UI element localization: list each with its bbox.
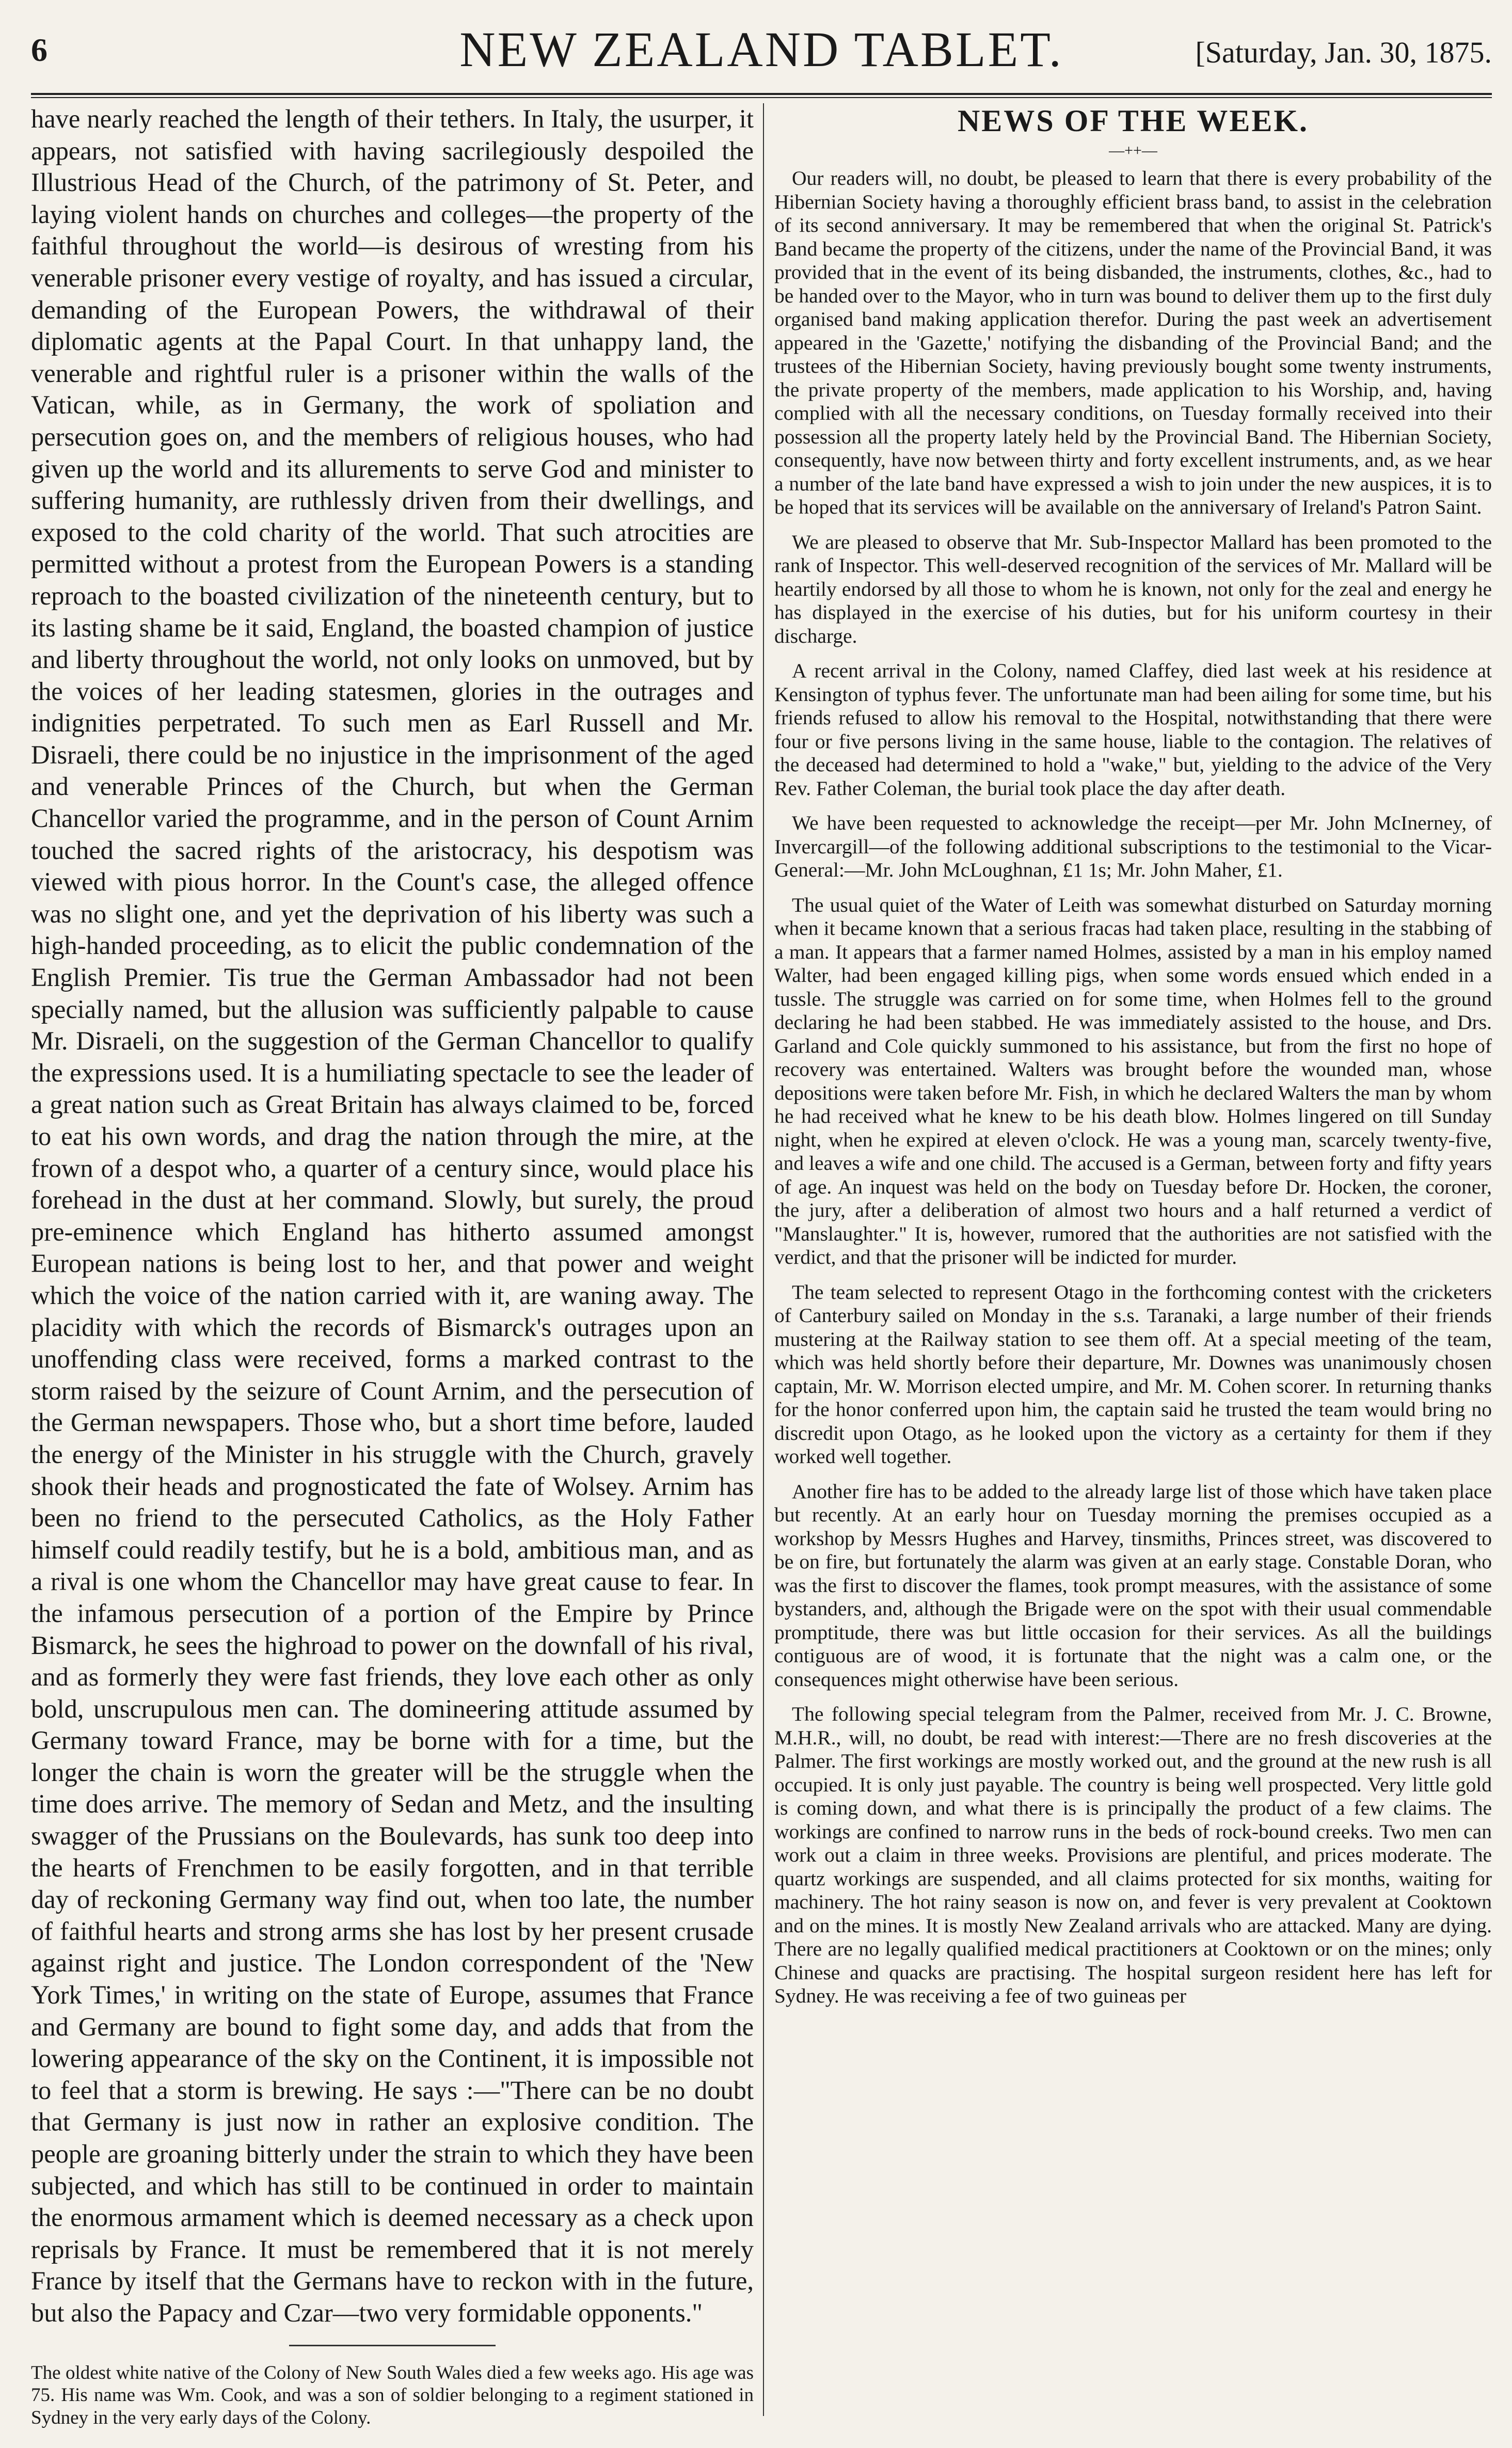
news-item: We are pleased to observe that Mr. Sub-Inspector Mallard has been promoted to the rank of Inspector. This well-deserved recognition of the services of Mr. Mallard will be heartily endorsed by all those to whom he is known, not only for the zeal and energy he has displayed in the exercise of his duties, but for his uniform courtesy in their discharge.: [774, 530, 1492, 647]
heading-ornament: —++—: [1109, 142, 1157, 159]
issue-date: [Saturday, Jan. 30, 1875.: [1195, 36, 1492, 69]
right-column: [774, 103, 1492, 2020]
news-item: A recent arrival in the Colony, named Claffey, died last week at his residence at Kensington of typhus fever. The unfortunate man had been ailing for some time, but his friends refused to allow his removal to the Hospital, notwithstanding that there were four or five persons living in the same house, liable to the contagion. The relatives of the deceased had determined to hold a "wake," but, yielding to the advice of the Very Rev. Father Coleman, the burial took place the day after death.: [774, 659, 1492, 800]
left-column: [31, 103, 754, 2448]
masthead: [31, 10, 1492, 88]
header-rule-thin: [31, 97, 1492, 98]
news-item: Another fire has to be added to the already large list of those which have taken place but recently. At an early hour on Tuesday morning the premises occupied as a workshop by Messrs Hughes and Harvey, tinsmiths, Princes street, was discovered to be on fire, but fortunately the alarm was given at an early stage. Constable Doran, who was the first to discover the flames, took prompt measures, with the assistance of some bystanders, and, although the Brigade were on the spot with their usual commendable promptitude, there was but little occasion for their services. As all the buildings contiguous are of wood, it is fortunate that the night was a calm one, or the consequences might otherwise have been serious.: [774, 1480, 1492, 1691]
news-item: The team selected to represent Otago in the forthcoming contest with the cricketers of Canterbury sailed on Monday in the s.s. Taranaki, a large number of their friends mustering at the Railway station to see them off. At a special meeting of the team, which was held shortly before their departure, Mr. Downes was unanimously chosen captain, Mr. W. Morrison elected umpire, and Mr. M. Cohen scorer. In returning thanks for the honor conferred upon him, the captain said he trusted the team would bring no discredit upon Otago, as he looked upon the victory as a certainty for them if they worked well together.: [774, 1280, 1492, 1468]
editorial-article: have nearly reached the length of their tethers. In Italy, the usurper, it appears, not satisfied with having sacrilegiously despoiled the Illustrious Head of the Church, of the patrimony of St. Peter, and laying violent hands on churches and colleges—the property of the faithful throughout the world—is desirous of wresting from his venerable prisoner every vestige of royalty, and has issued a circular, demanding of the European Powers, the withdrawal of their diplomatic agents at the Papal Court. In that unhappy land, the venerable and rightful ruler is a prisoner within the walls of the Vatican, while, as in Germany, the work of spoliation and persecution goes on, and the members of religious houses, who had given up the world and its allurements to serve God and minister to suffering humanity, are ruthlessly driven from their dwellings, and exposed to the cold charity of the world. That such atrocities are permitted without a protest from the European Powers is a standing reproach to the boasted civilization of the nineteenth century, but to its lasting shame be it said, England, the boasted champion of justice and liberty throughout the world, not only looks on unmoved, but by the voices of her leading statesmen, glories in the outrages and indignities perpetrated. To such men as Earl Russell and Mr. Disraeli, there could be no injustice in the imprisonment of the aged and venerable Princes of the Church, but when the German Chancellor varied the programme, and in the person of Count Arnim touched the sacred rights of the aristocracy, his despotism was viewed with pious horror. In the Count's case, the alleged offence was no slight one, and yet the deprivation of his liberty was such a high-handed proceeding, as to elicit the public condemnation of the English Premier. Tis true the German Ambassador had not been specially named, but the allusion was sufficiently palpable to cause Mr. Disraeli, on the suggestion of the German Chancellor to qualify the expressions used. It is a humiliating spectacle to see the leader of a great nation such as Great Britain has always claimed to be, forced to eat his own words, and drag the nation through the mire, at the frown of a despot who, a quarter of a century since, would place his forehead in the dust at her command. Slowly, but surely, the proud pre-eminence which England has hitherto assumed amongst European nations is being lost to her, and that power and weight which the voice of the nation carried with it, are waning away. The placidity with which the records of Bismarck's outrages upon an unoffending class were received, forms a marked contrast to the storm raised by the seizure of Count Arnim, and the persecution of the German newspapers. Those who, but a short time before, lauded the energy of the Minister in his struggle with the Church, gravely shook their heads and prognosticated the fate of Wolsey. Arnim has been no friend to the persecuted Catholics, as the Holy Father himself could readily testify, but he is a bold, ambitious man, and as a rival is one whom the Chancellor may have great cause to fear. In the infamous persecution of a portion of the Empire by Prince Bismarck, he sees the highroad to power on the downfall of his rival, and as formerly they were fast friends, they love each other as only bold, unscrupulous men can. The domineering attitude assumed by Germany toward France, may be borne with for a time, but the longer the chain is worn the greater will be the struggle when the time does arrive. The memory of Sedan and Metz, and the insulting swagger of the Prussians on the Boulevards, has sunk too deep into the hearts of Frenchmen to be easily forgotten, and in that terrible day of reckoning Germany way find out, when too late, the number of faithful hearts and strong arms she has lost by her present crusade against right and justice. The London correspondent of the 'New York Times,' in writing on the state of Europe, assumes that France and Germany are bound to fight some day, and adds that from the lowering appearance of the sky on the Continent, it is impossible not to feel that a storm is brewing. He says :—"There can be no doubt that Germany is just now in rather an explosive condition. The people are groaning bitterly under the strain to which they have been subjected, and which has still to be continued in order to maintain the enormous armament which is deemed necessary as a check upon reprisals by France. It must be remembered that it is not merely France by itself that the Germans have to reckon with in the future, but also the Papacy and Czar—two very formidable opponents.": [31, 104, 754, 2327]
news-item: We have been requested to acknowledge the receipt—per Mr. John McInerney, of Invercargill—of the following additional subscriptions to the testimonial to the Vicar-General:—Mr. John McLoughnan, £1 1s; Mr. John Maher, £1.: [774, 812, 1492, 881]
news-item: The usual quiet of the Water of Leith was somewhat disturbed on Saturday morning when it became known that a serious fracas had taken place, resulting in the stabbing of a man. It appears that a farmer named Holmes, assisted by a man in his employ named Walter, had been engaged killing pigs, when some words ensued which ended in a tussle. The struggle was carried on for some time, when Holmes fell to the ground declaring he had been stabbed. He was immediately assisted to the house, and Drs. Garland and Cole quickly summoned to his assistance, but from the first no hope of recovery was entertained. Walters was brought before the wounded man, whose depositions were taken before Mr. Fish, in which he declared Walters the man by whom he had received what he knew to be his death blow. Holmes lingered on till Sunday night, when he expired at eleven o'clock. He was a young man, scarcely twenty-five, and leaves a wife and one child. The accused is a German, between forty and fifty years of age. An inquest was held on the body on Tuesday before Dr. Hocken, the coroner, the jury, after a deliberation of almost two hours and a half returned a verdict of "Manslaughter." It is, however, rumored that the authorities are not satisfied with the verdict, and that the prisoner will be indicted for murder.: [774, 893, 1492, 1268]
news-item: The following special telegram from the Palmer, received from Mr. J. C. Browne, M.H.R., will, no doubt, be read with interest:—There are no fresh discoveries at the Palmer. The first workings are mostly worked out, and the ground at the new rush is all occupied. It is only just payable. The country is being well prospected. Very little gold is coming down, and what there is is principally the product of a few claims. The workings are confined to narrow runs in the beds of rock-bound creeks. Two men can work out a claim in three weeks. Provisions are plentiful, and prices moderate. The quartz workings are suspended, and all claims protected for six months, waiting for machinery. The hot rainy season is now on, and fever is very prevalent at Cooktown and on the mines. It is mostly New Zealand arrivals who are attacked. Many are dying. There are no legally qualified medical practitioners at Cooktown or on the mines; only Chinese and quacks are practising. The hospital surgeon resident here has left for Sydney. He was receiving a fee of two guineas per: [774, 1703, 1492, 2007]
page-number: 6: [31, 31, 47, 68]
newspaper-title: NEW ZEALAND TABLET.: [459, 22, 1063, 77]
news-item: Our readers will, no doubt, be pleased to learn that there is every probability of the Hibernian Society having a thoroughly efficient brass band, to assist in the celebration of its second anniversary. It may be remembered that when the original St. Patrick's Band became the property of the citizens, under the name of the Provincial Band, it was provided that in the event of its being disbanded, the instruments, clothes, &c., had to be handed over to the Mayor, who in turn was bound to deliver them up to the first duly organised band making application therefor. During the past week an advertisement appeared in the 'Gazette,' notifying the disbanding of the Provincial Band; and the trustees of the Hibernian Society, having previously bought some twenty instruments, the private property of the members, made application to his Worship, and, having complied with all the necessary conditions, on Tuesday formally received into their possession all the property lately held by the Provincial Band. The Hibernian Society, consequently, have now between thirty and forty excellent instruments, and, as we hear a number of the late band have expressed a wish to join under the new auspices, it is to be hoped that its services will be available on the anniversary of Ireland's Patron Saint.: [774, 167, 1492, 518]
header-rule: [31, 93, 1492, 95]
footnote-rule: [289, 2345, 496, 2346]
news-heading: NEWS OF THE WEEK.: [957, 104, 1309, 138]
footnote-paragraph: The oldest white native of the Colony of New South Wales died a few weeks ago. His age was 75. His name was Wm. Cook, and was a son of soldier belonging to a regiment stationed in Sydney in the very early days of the Colony.: [31, 2362, 754, 2428]
column-divider: [763, 103, 764, 2416]
